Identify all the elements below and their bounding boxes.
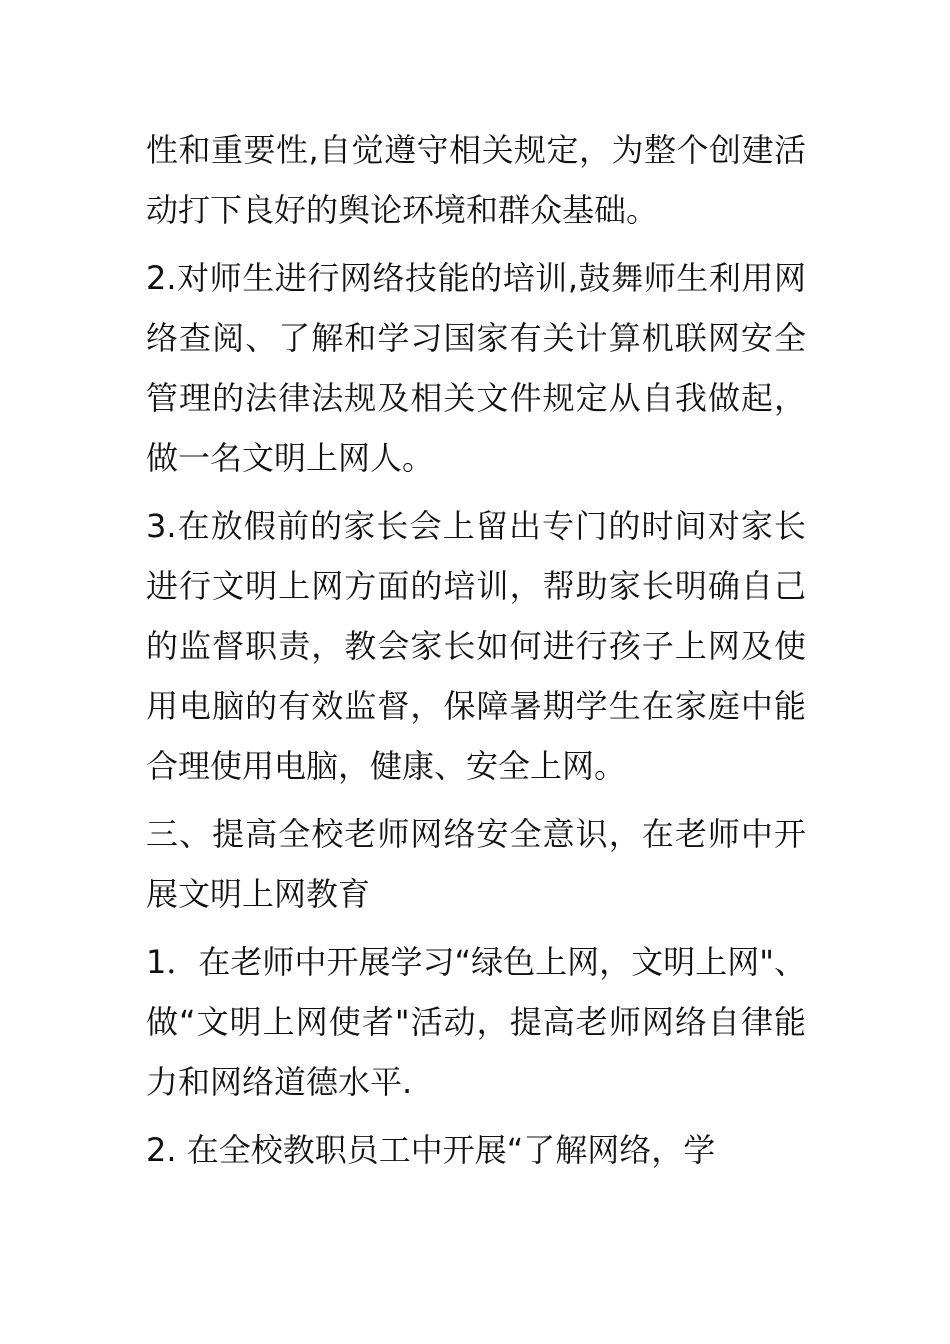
paragraph-continuation: 性和重要性,自觉遵守相关规定，为整个创建活动打下良好的舆论环境和群众基础。 [146, 131, 806, 229]
paragraph-item-2: 2.对师生进行网络技能的培训,鼓舞师生利用网络查阅、了解和学习国家有关计算机联网安全管理的法律法规及相关文件规定从自我做起，做一名文明上网人。 [146, 259, 806, 477]
document-page [146, 120, 806, 1188]
paragraph-teacher-item-2: 2. 在全校教职员工中开展“了解网络，学 [146, 1131, 716, 1169]
paragraph-teacher-item-1: 1．在老师中开展学习“绿色上网，文明上网"、做“文明上网使者"活动，提高老师网络自律能力和网络道德水平. [146, 943, 806, 1101]
section-heading-3: 三、提高全校老师网络安全意识，在老师中开展文明上网教育 [146, 815, 806, 913]
paragraph-item-3: 3.在放假前的家长会上留出专门的时间对家长进行文明上网方面的培训，帮助家长明确自己的监督职责，教会家长如何进行孩子上网及使用电脑的有效监督，保障暑期学生在家庭中能合理使用电脑，健康、安全上网。 [146, 507, 806, 785]
